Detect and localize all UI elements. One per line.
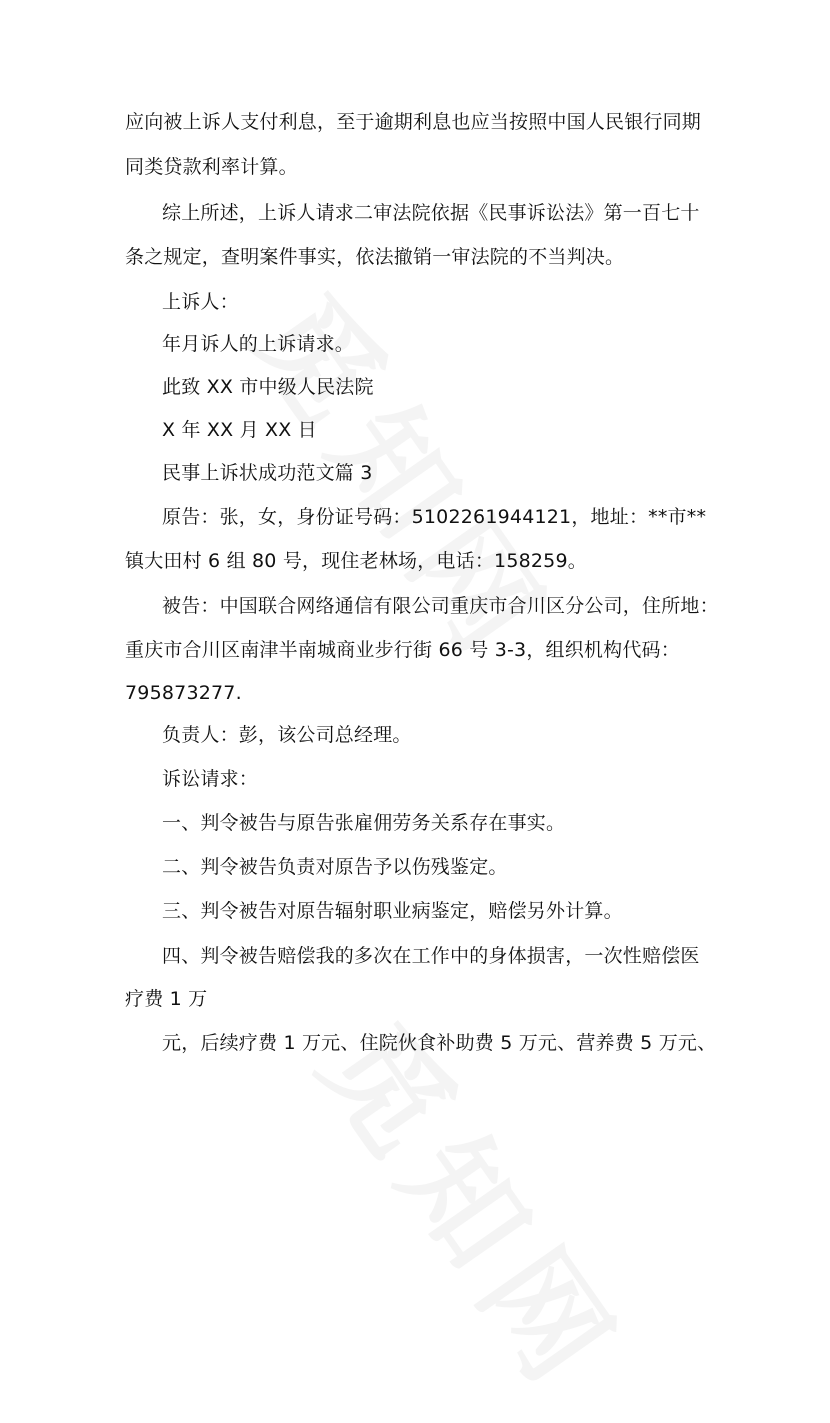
- date-line: X 年 XX 月 XX 日: [162, 419, 317, 441]
- list-item: 四、判令被告赔偿我的多次在工作中的身体损害，一次性赔偿医: [162, 945, 700, 967]
- paragraph-line: 诉讼请求：: [162, 768, 259, 790]
- list-item: 一、判令被告与原告张雇佣劳务关系存在事实。: [162, 812, 566, 834]
- paragraph-line: 条之规定，查明案件事实，依法撤销一审法院的不当判决。: [125, 246, 625, 268]
- paragraph-line: 疗费 1 万: [125, 988, 208, 1010]
- paragraph-line: 此致 XX 市中级人民法院: [162, 376, 374, 398]
- list-item: 三、判令被告对原告辐射职业病鉴定，赔偿另外计算。: [162, 900, 623, 922]
- paragraph-line: 负责人：彭，该公司总经理。: [162, 724, 412, 746]
- paragraph-line: 原告：张，女，身份证号码：5102261944121，地址：**市**: [162, 506, 707, 528]
- paragraph-line: 上诉人：: [162, 291, 239, 313]
- paragraph-line: 镇大田村 6 组 80 号，现住老林场，电话：158259。: [125, 550, 587, 572]
- paragraph-line: 元，后续疗费 1 万元、住院伙食补助费 5 万元、营养费 5 万元、: [162, 1032, 717, 1054]
- paragraph-line: 同类贷款利率计算。: [125, 156, 298, 178]
- paragraph-line: 综上所述，上诉人请求二审法院依据《民事诉讼法》第一百七十: [162, 202, 700, 224]
- paragraph-line: 年月诉人的上诉请求。: [162, 333, 355, 355]
- paragraph-line: 795873277.: [125, 682, 242, 704]
- paragraph-line: 被告：中国联合网络通信有限公司重庆市合川区分公司，住所地：: [162, 595, 719, 617]
- list-item: 二、判令被告负责对原告予以伤残鉴定。: [162, 856, 508, 878]
- paragraph-line: 应向被上诉人支付利息，至于逾期利息也应当按照中国人民银行同期: [125, 111, 702, 133]
- section-heading: 民事上诉状成功范文篇 3: [162, 462, 373, 484]
- paragraph-line: 重庆市合川区南津半南城商业步行街 66 号 3-3，组织机构代码：: [125, 639, 680, 661]
